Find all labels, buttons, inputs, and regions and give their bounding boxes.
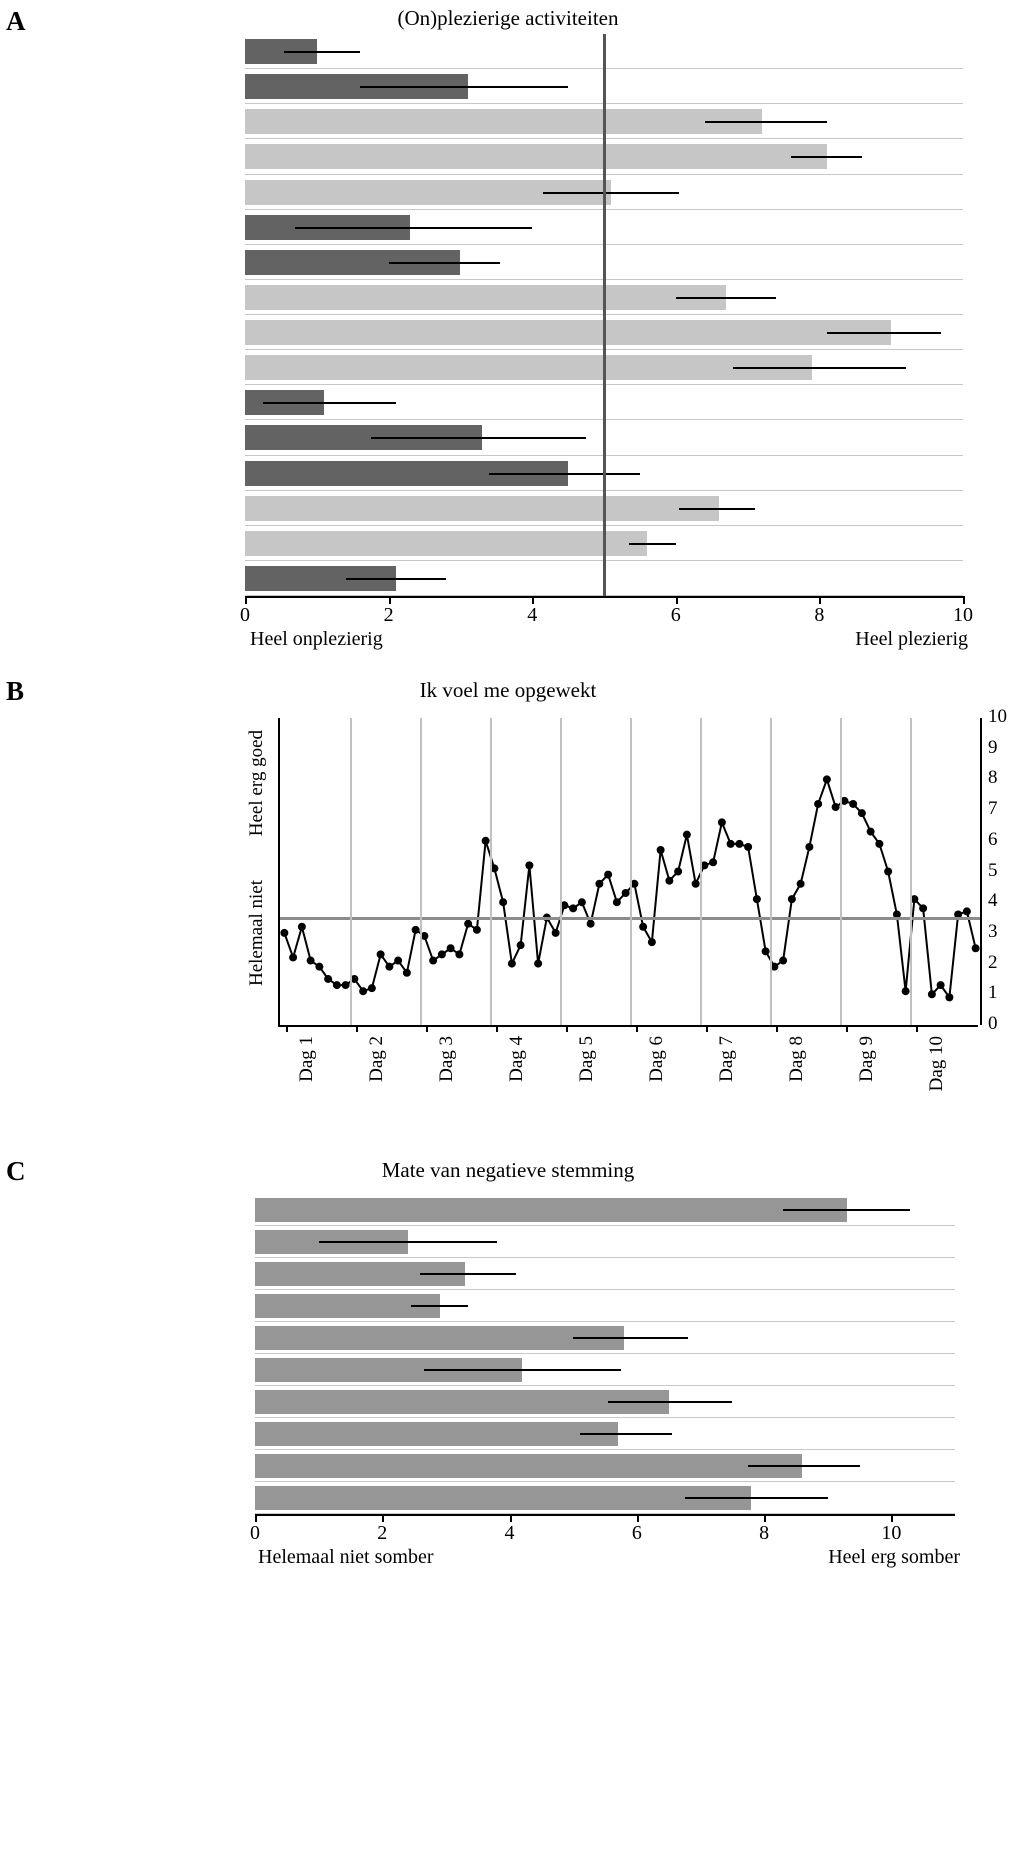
bar [255, 1422, 618, 1446]
error-bar [733, 367, 905, 369]
gridline [560, 718, 562, 1025]
error-bar [319, 1241, 497, 1243]
panel-c-title: Mate van negatieve stemming [381, 1158, 635, 1182]
y-tick-label: 9 [988, 736, 998, 758]
bar [245, 531, 647, 556]
x-tick [764, 1514, 766, 1522]
y-tick-label: 8 [988, 767, 998, 789]
x-tick [916, 1025, 918, 1032]
error-bar [411, 1305, 468, 1307]
bar-row [255, 1226, 955, 1258]
error-bar [295, 227, 532, 229]
x-tick [819, 596, 821, 604]
bar [255, 1486, 751, 1510]
x-tick-label: 4 [527, 604, 538, 626]
bar [245, 109, 762, 134]
bar [255, 1326, 624, 1350]
x-tick-label: 2 [383, 604, 394, 626]
y-tick-label: 6 [988, 828, 998, 850]
gridline [840, 718, 842, 1025]
x-tick [286, 1025, 288, 1032]
x-tick-label: 4 [504, 1522, 515, 1544]
x-tick-label: 8 [814, 604, 825, 626]
panel-c [0, 1130, 1016, 1860]
x-tick [776, 1025, 778, 1032]
panel-b-plot [278, 718, 982, 1025]
y-tick-label: 1 [988, 982, 998, 1004]
bar [245, 496, 719, 521]
panel-a-title: (On)plezierige activiteiten [397, 6, 619, 30]
x-tick [496, 1025, 498, 1032]
gridline [350, 718, 352, 1025]
error-bar [543, 192, 679, 194]
y-tick-label: 4 [988, 890, 998, 912]
panel-a-x-axis [245, 596, 963, 598]
bar [245, 320, 891, 345]
error-bar [791, 156, 863, 158]
bar-row [255, 1354, 955, 1386]
panel-a-axis-left-label: Heel onplezierig [250, 628, 383, 650]
panel-c-axis-right-label: Heel erg somber [828, 1546, 960, 1568]
day-label: Dag 1 [296, 1036, 317, 1082]
panel-a-letter: A [6, 6, 26, 36]
bar [245, 285, 726, 310]
bar [245, 144, 827, 169]
x-tick-label: 6 [631, 1522, 642, 1544]
day-label: Dag 2 [366, 1036, 387, 1082]
x-tick-label: 0 [250, 1522, 260, 1544]
x-tick [706, 1025, 708, 1032]
x-tick [636, 1025, 638, 1032]
x-tick [637, 1514, 639, 1522]
error-bar [580, 1433, 672, 1435]
panel-c-x-axis [255, 1514, 955, 1516]
error-bar [748, 1465, 859, 1467]
panel-c-axis-left-label: Helemaal niet somber [258, 1546, 434, 1568]
error-bar [679, 508, 754, 510]
day-label: Dag 10 [926, 1036, 947, 1092]
x-tick [566, 1025, 568, 1032]
panel-b-letter: B [6, 676, 25, 706]
error-bar [389, 262, 500, 264]
bar [255, 1390, 669, 1414]
error-bar [360, 86, 568, 88]
x-tick [532, 596, 534, 604]
panel-a [0, 0, 1016, 650]
day-label: Dag 9 [856, 1036, 877, 1082]
day-label: Dag 3 [436, 1036, 457, 1082]
day-label: Dag 8 [786, 1036, 807, 1082]
panel-a-axis-right-label: Heel plezierig [855, 628, 968, 650]
x-tick [356, 1025, 358, 1032]
day-label: Dag 6 [646, 1036, 667, 1082]
panel-b-title: Ik voel me opgewekt [419, 678, 597, 702]
x-tick [510, 1514, 512, 1522]
bar-row [255, 1386, 955, 1418]
reference-line-a [603, 34, 606, 596]
bar [245, 355, 812, 380]
bar-row [255, 1194, 955, 1226]
error-bar [608, 1401, 732, 1403]
error-bar [676, 297, 777, 299]
day-label: Dag 7 [716, 1036, 737, 1082]
bar-row [255, 1450, 955, 1482]
x-tick [426, 1025, 428, 1032]
panel-b-x-axis [278, 1025, 978, 1027]
gridline [770, 718, 772, 1025]
gridline [630, 718, 632, 1025]
error-bar [489, 473, 640, 475]
bar-row [255, 1258, 955, 1290]
day-label: Dag 4 [506, 1036, 527, 1082]
y-tick-label: 3 [988, 920, 998, 942]
bar-row [255, 1418, 955, 1450]
error-bar [573, 1337, 688, 1339]
panel-a-plot [245, 34, 963, 596]
x-tick [389, 596, 391, 604]
x-tick [963, 596, 965, 604]
panel-c-letter: C [6, 1156, 26, 1186]
x-tick-label: 6 [670, 604, 681, 626]
bar-row [255, 1290, 955, 1322]
y-axis-top-label: Heel erg goed [246, 730, 267, 837]
x-tick [676, 596, 678, 604]
error-bar [685, 1497, 828, 1499]
bar [255, 1454, 802, 1478]
gridline [700, 718, 702, 1025]
error-bar [284, 51, 359, 53]
x-tick [846, 1025, 848, 1032]
error-bar [263, 402, 396, 404]
x-tick [891, 1514, 893, 1522]
x-tick-label: 2 [377, 1522, 388, 1544]
bar-row [255, 1322, 955, 1354]
y-tick-label: 0 [988, 1013, 998, 1034]
gridline [420, 718, 422, 1025]
x-tick [245, 596, 247, 604]
x-tick-label: 10 [953, 604, 973, 626]
y-tick-label: 7 [988, 798, 998, 820]
bar-row [255, 1482, 955, 1514]
y-tick-label: 2 [988, 951, 998, 973]
error-bar [827, 332, 942, 334]
error-bar [783, 1209, 910, 1211]
x-tick-label: 0 [240, 604, 250, 626]
x-tick [255, 1514, 257, 1522]
gridline [910, 718, 912, 1025]
y-tick-label: 5 [988, 859, 998, 881]
x-tick-label: 10 [881, 1522, 902, 1544]
error-bar [705, 121, 827, 123]
y-axis-bottom-label: Helemaal niet [246, 880, 267, 987]
x-tick-label: 8 [759, 1522, 770, 1544]
y-tick-label: 10 [988, 706, 1007, 727]
day-label: Dag 5 [576, 1036, 597, 1082]
panel-b [0, 660, 1016, 1120]
error-bar [420, 1273, 515, 1275]
bar [255, 1198, 847, 1222]
error-bar [346, 578, 447, 580]
x-tick [382, 1514, 384, 1522]
error-bar [424, 1369, 621, 1371]
gridline [490, 718, 492, 1025]
panel-c-plot [255, 1194, 955, 1514]
error-bar [371, 437, 586, 439]
error-bar [629, 543, 676, 545]
